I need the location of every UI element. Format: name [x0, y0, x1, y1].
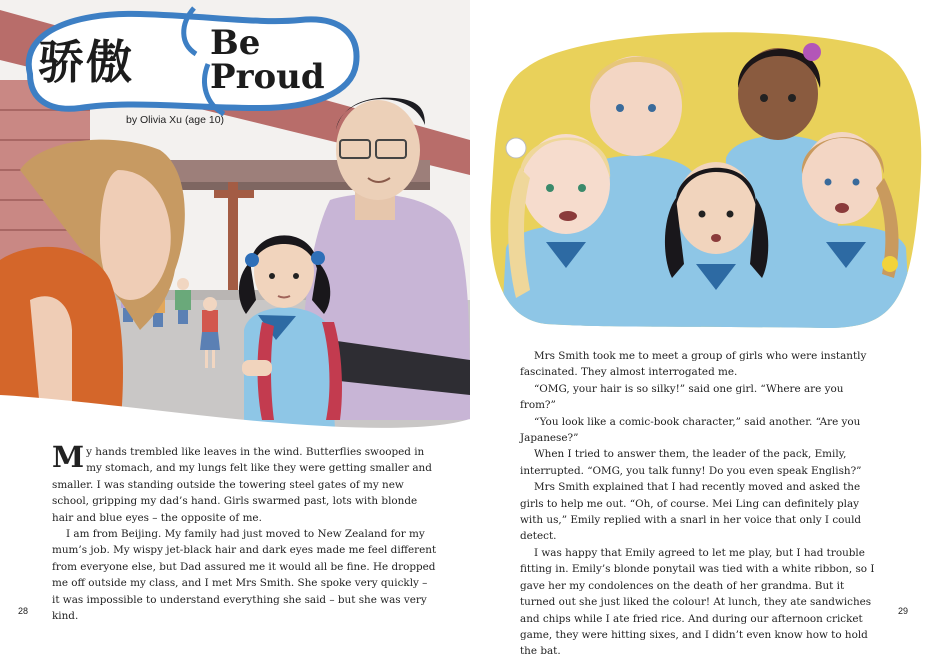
title-english — [210, 23, 325, 97]
paragraph-1 — [52, 440, 438, 526]
paragraph-5: “You look like a comic-book character,” said another. “Are you Japanese?” — [520, 415, 861, 445]
title-english-line1: Be — [210, 23, 261, 63]
title-block — [10, 4, 370, 130]
author-byline: by Olivia Xu (age 10) — [126, 114, 225, 126]
title-english-line2: Proud — [210, 57, 325, 97]
page-number-right: 29 — [898, 606, 909, 616]
title-chinese: 骄傲 — [38, 35, 134, 89]
paragraph-3: Mrs Smith took me to meet a group of girls who were instantly fascinated. They almost interrogated me. — [520, 350, 867, 379]
paragraph-4: “OMG, your hair is so silky!” said one girl. “Where are you from?” — [520, 382, 844, 412]
drop-cap: M — [52, 440, 85, 474]
page-number-left: 28 — [18, 606, 29, 616]
paragraph-1-text: y hands trembled like leaves in the wind. Butterflies swooped in my stomach, and my lungs felt like they were getting smaller and smaller. I was standing outside the towering steel gates of my new school, gripping my dad’s hand. Girls swarmed past, lots with blonde hair and blue eyes – the opposite of me. — [52, 446, 432, 524]
paragraph-8: I was happy that Emily agreed to let me play, but I had trouble fitting in. Emily’s blonde ponytail was tied with a white ribbon, so I gave her my condolences on the death of her grandma. But it turned out she just liked the colour! At lunch, they ate sandwiches and chips while I ate fried rice. And during our afternoon cricket game, they were hitting sixes, and I didn’t even know how to hold the bat. — [520, 546, 875, 658]
paragraph-2: I am from Beijing. My family had just moved to New Zealand for my mum’s job. My wispy jet-black hair and dark eyes made me feel different from everyone else, but Dad assured me it would all be fine. He dropped me off outside my class, and I met Mrs Smith. She spoke very quickly – it was impossible to understand everything she said – but she was very kind. — [52, 528, 437, 623]
paragraph-6: When I tried to answer them, the leader of the pack, Emily, interrupted. “OMG, you talk funny! Do you even speak English?” — [520, 448, 862, 477]
right-body-text — [520, 348, 880, 660]
group-of-girls-illustration — [486, 28, 924, 334]
paragraph-7: Mrs Smith explained that I had recently moved and asked the girls to help me out. “Oh, of course. Mei Ling can definitely play with us,” Emily replied with a snarl in her voice that only I could detect. — [520, 481, 862, 543]
left-body-text — [52, 440, 438, 624]
